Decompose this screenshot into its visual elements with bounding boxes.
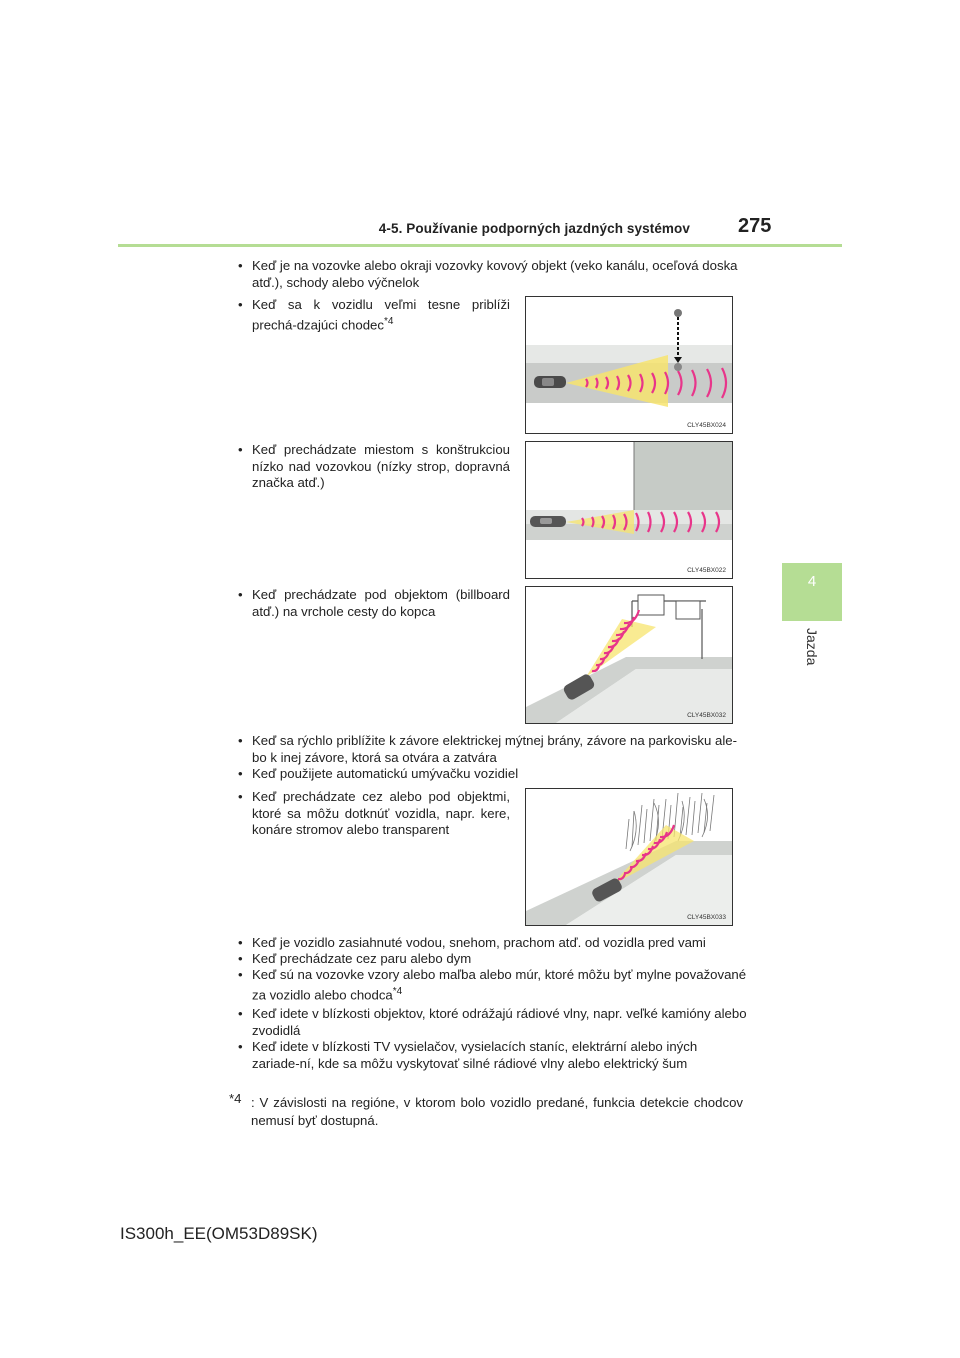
bullet-gate-barrier — [238, 733, 748, 766]
bullet-car-wash — [238, 766, 748, 783]
chapter-number: 4 — [807, 573, 817, 590]
figure-pedestrian — [525, 296, 733, 434]
bullet-text: Keď prechádzate miestom s konštrukciou nízko nad vozovkou (nízky strop, dopravná značka atď.) — [252, 442, 510, 490]
figure-code: CLY45BX032 — [687, 712, 726, 719]
header-rule — [118, 244, 842, 247]
bullet-radio-noise — [238, 1039, 748, 1072]
figure-code: CLY45BX022 — [687, 567, 726, 574]
low-structure-illustration — [526, 442, 732, 578]
bullet-text: Keď idete v blízkosti TV vysielačov, vysielacích staníc, elektrární alebo iných zariade-ní, kde sa môžu vyskytovať silné rádiové vlny alebo elektrický šum — [252, 1039, 698, 1071]
footnote-mark: *4 — [229, 1091, 242, 1106]
footnote-text: : V závislosti na regióne, v ktorom bolo vozidlo predané, funkcia detekcie chodcov nemusí byť dostupná. — [251, 1095, 743, 1128]
figure-low-structure — [525, 441, 733, 579]
bullet-text: Keď je na vozovke alebo okraji vozovky kovový objekt (veko kanálu, oceľová doska atď.), schody alebo výčnelok — [252, 258, 738, 290]
chapter-label: Jazda — [804, 628, 820, 666]
bullet-steam-smoke — [238, 951, 748, 968]
bullet-water-snow — [238, 935, 748, 952]
bullet-text: Keď použijete automatickú umývačku vozidiel — [252, 766, 519, 781]
bullet-text: Keď prechádzate pod objektom (billboard atď.) na vrchole cesty do kopca — [252, 587, 510, 619]
bullet-reflective-objects — [238, 1006, 748, 1039]
footnote — [229, 1091, 743, 1130]
bullet-text: Keď idete v blízkosti objektov, ktoré odrážajú rádiové vlny, napr. veľké kamióny alebo zvodidlá — [252, 1006, 747, 1038]
bullet-text: Keď sa rýchlo priblížite k závore elektrickej mýtnej brány, závore na parkovisku ale-bo k inej závore, ktorá sa otvára a zatvára — [252, 733, 738, 765]
figure-hilltop-billboard — [525, 586, 733, 724]
page-number: 275 — [738, 215, 772, 237]
bullet-text: Keď prechádzate cez paru alebo dym — [252, 951, 472, 966]
billboard-illustration — [526, 587, 732, 723]
bullet-road-patterns — [238, 967, 748, 1003]
bullet-metal-object — [238, 258, 748, 291]
footnote-ref: *4 — [392, 985, 403, 997]
bullet-bushes — [238, 789, 510, 839]
bullet-text: Keď sa k vozidlu veľmi tesne priblíži prechá-dzajúci chodec — [252, 297, 510, 332]
bullet-text: Keď je vozidlo zasiahnuté vodou, snehom, prachom atď. od vozidla pred vami — [252, 935, 706, 950]
bushes-illustration — [526, 789, 732, 925]
bullet-hilltop-billboard — [238, 587, 510, 620]
figure-code: CLY45BX033 — [687, 914, 726, 921]
bullet-pedestrian — [238, 297, 510, 333]
bullet-text: Keď prechádzate cez alebo pod objektmi, ktoré sa môžu dotknúť vozidla, napr. kere, konáre stromov alebo transparent — [252, 789, 510, 837]
chapter-tab — [782, 563, 842, 621]
footnote-ref: *4 — [383, 315, 394, 327]
pedestrian-illustration — [526, 297, 732, 433]
model-code: IS300h_EE(OM53D89SK) — [120, 1224, 318, 1243]
section-title: 4-5. Používanie podporných jazdných systémov — [378, 221, 690, 236]
bullet-low-structure — [238, 442, 510, 492]
figure-bushes — [525, 788, 733, 926]
bullet-text: Keď sú na vozovke vzory alebo maľba alebo múr, ktoré môžu byť mylne považované za vozidlo alebo chodca — [252, 967, 747, 1002]
figure-code: CLY45BX024 — [687, 422, 726, 429]
